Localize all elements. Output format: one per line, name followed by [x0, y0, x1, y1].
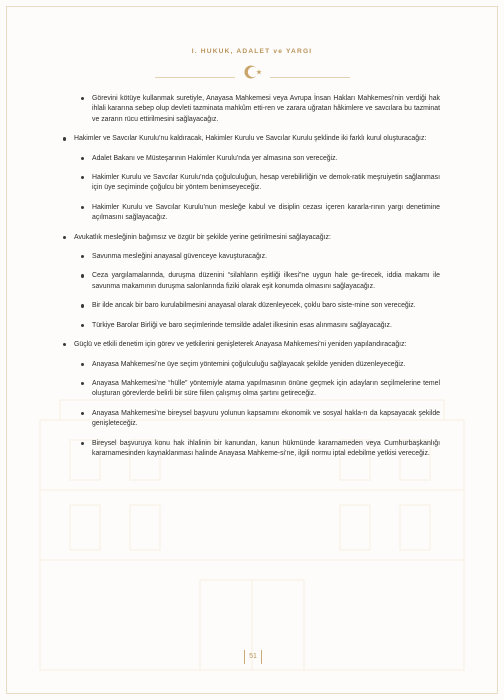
list-item [78, 301, 440, 311]
list-item [78, 409, 440, 430]
list-item [78, 439, 440, 460]
bullet-icon [81, 157, 84, 160]
bullet-icon [81, 176, 84, 179]
list-item [60, 134, 440, 144]
list-item-text: Anayasa Mahkemesi’ne “hülle” yöntemiyle atama yapılmasının önüne geçmek için adayların seçilmelerine temel oluşturan görevlerde belirli bir süre fiilen çalışmış olma şartını getireceğiz. [92, 379, 440, 398]
chapter-header: I. HUKUK, ADALET ve YARGI [191, 48, 313, 55]
list-item-text: Savunma mesleğini anayasal güvenceye kavuşturacağız. [92, 253, 268, 261]
bullet-icon [81, 304, 84, 307]
list-item-text: Bireysel başvuruya konu hak ihlalinin bir kanundan, kanun hükmünde kararnameden veya Cumhurbaşkanlığı kararnamesinden kaynaklanması halinde Anayasa Mahkeme-si’ne, ilgili normu iptal edebilme yetkisi vereceğiz. [92, 439, 440, 457]
list-item-text: Güçlü ve etkili denetim için görev ve yetkilerini genişleterek Anayasa Mahkemesi’ni yeniden yapılandıracağız: [74, 341, 407, 349]
list-item [78, 154, 440, 164]
list-item [78, 252, 440, 262]
list-item [78, 173, 440, 194]
list-item [60, 340, 440, 350]
list-item-text: Hakimler ve Savcılar Kurulu’nu kaldıracak, Hakimler Kurulu ve Savcılar Kurulu şeklinde iki farklı kurul oluşturacağız: [74, 135, 427, 143]
bullet-icon [81, 255, 84, 258]
header-rule-right [270, 77, 350, 78]
bullet-icon [81, 324, 84, 327]
bullet-icon [81, 97, 84, 100]
list-item [78, 360, 440, 370]
bullet-icon [81, 363, 84, 366]
list-item-text: Anayasa Mahkemesi’ne üye seçim yöntemini çoğulculuğu sağlayacak şekilde yeniden düzenleyeceğiz. [92, 360, 406, 368]
list-item-text: Anayasa Mahkemesi’ne bireysel başvuru yolunun kapsamını ekonomik ve sosyal hakla-rı da kapsayacak şekilde genişleteceğiz. [92, 409, 440, 428]
list-item [60, 233, 440, 243]
list-item [78, 203, 440, 224]
list-item-text: Hakimler Kurulu ve Savcılar Kurulu’nda çoğulculuğun, hesap verebilirliğin ve demok-ratik meşruiyetin sağlanması için üye seçiminde çoğulcu bir yöntem benimseyeceğiz. [92, 174, 440, 192]
list-item [78, 379, 440, 400]
bullet-icon [81, 382, 84, 385]
list-item-text: Adalet Bakanı ve Müsteşarının Hakimler Kurulu’nda yer almasına son vereceğiz. [92, 154, 338, 162]
list-item-text: Avukatlık mesleğinin bağımsız ve özgür bir şekilde yerine getirilmesini sağlayacağız: [74, 233, 331, 241]
bullet-icon [63, 236, 66, 239]
bullet-icon [81, 274, 84, 277]
bullet-icon [63, 137, 66, 140]
list-item-text: Görevini kötüye kullanmak suretiyle, Anayasa Mahkemesi veya Avrupa İnsan Hakları Mahkemesi’nin verdiği hak ihlali kararına sebep olup devleti tazminata mahkûm etti-ren ve zarara uğratan hâkimlere ve savcılara bu tazminat ve zararın rücu ettirilmesini sağlayacağız. [92, 95, 440, 123]
list-item [78, 271, 440, 292]
bullet-icon [63, 343, 66, 346]
bullet-list [60, 94, 440, 468]
crescent-star-icon [242, 64, 264, 80]
list-item [78, 94, 440, 125]
bullet-icon [81, 442, 84, 445]
header-rule-left [155, 77, 235, 78]
list-item [78, 321, 440, 331]
list-item-text: Hakimler Kurulu ve Savcılar Kurulu’nun mesleğe kabul ve disiplin cezası içeren kararla-rının yargı denetimine açılmasını sağlayacağız. [92, 203, 440, 222]
page-number: 51 [244, 650, 262, 664]
bullet-icon [81, 206, 84, 209]
bullet-icon [81, 412, 84, 415]
list-item-text: Türkiye Barolar Birliği ve baro seçimlerinde temsilde adalet ilkesinin esas alınmasını sağlayacağız. [92, 321, 392, 329]
list-item-text: Bir ilde ancak bir baro kurulabilmesini anayasal olarak düzenleyecek, çoklu baro siste-mine son vereceğiz. [92, 302, 416, 310]
list-item-text: Ceza yargılamalarında, duruşma düzenini “silahların eşitliği ilkesi”ne uygun hale ge-tirecek, iddia makamı ile savunma makamının duruşma salonlarında fiziki olarak eşit konumda olmasını sağlayacağız. [92, 272, 440, 290]
